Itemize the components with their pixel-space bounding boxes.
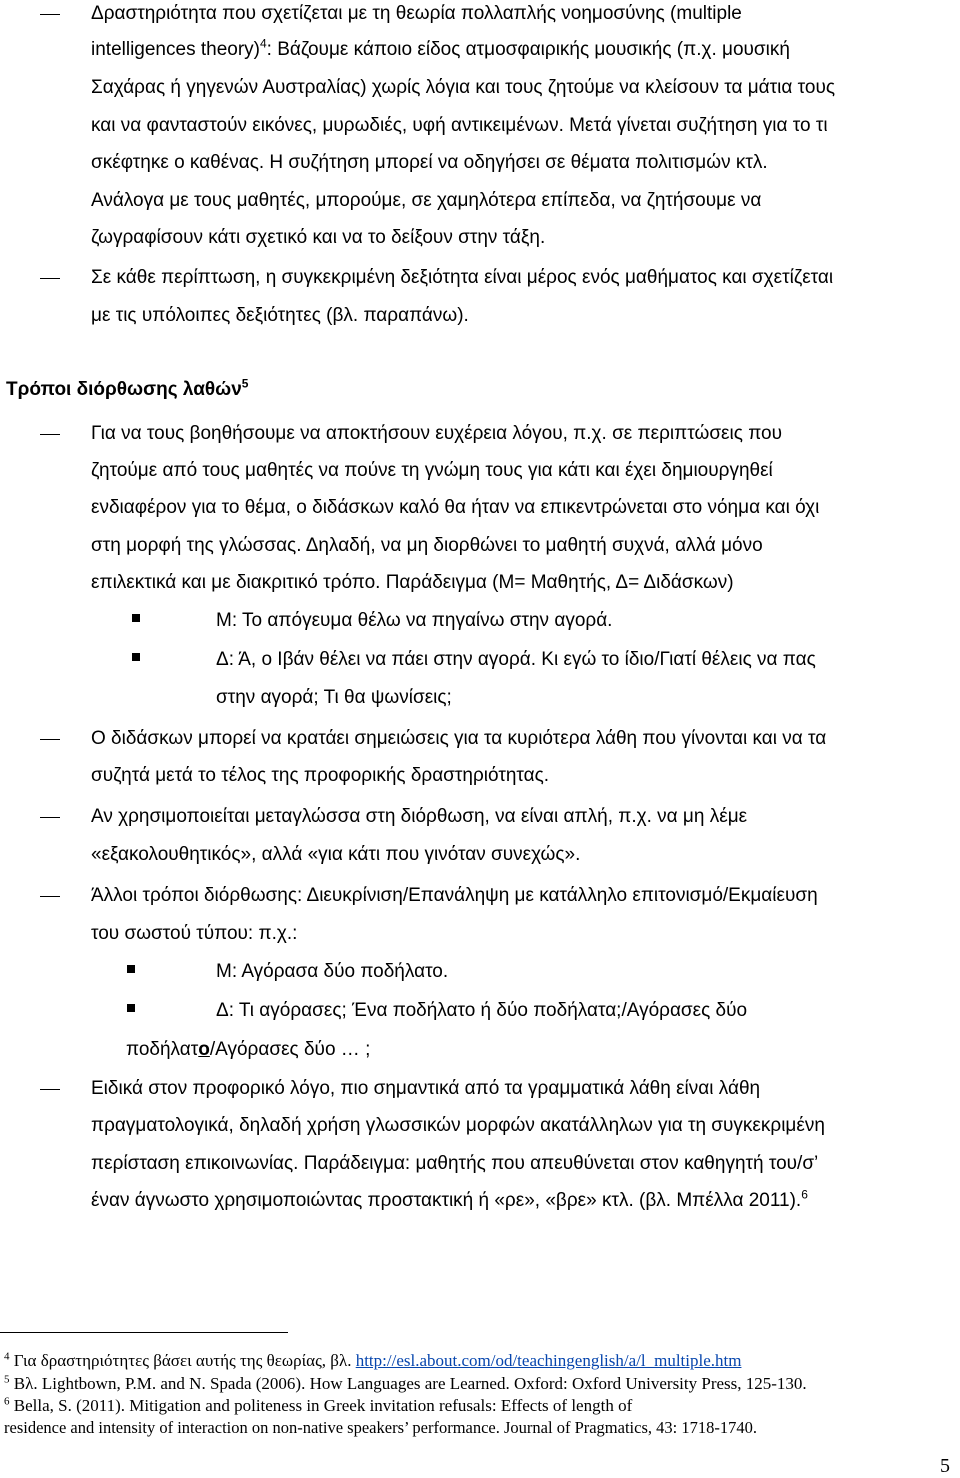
footnote-6-continued: residence and intensity of interaction on non-native speakers’ performance. Journal of Pragmatics, 43: 1718-1740. <box>4 1418 757 1437</box>
example-line: Δ: Ά, ο Ιβάν θέλει να πάει στην αγορά. Κι εγώ το ίδιο/Γιατί θέλεις να πας <box>216 649 816 670</box>
footnote-separator <box>0 1332 288 1333</box>
footnote-number: 5 <box>4 1373 10 1386</box>
paragraph-line <box>91 1189 808 1213</box>
paragraph-line: ζητούμε από τους μαθητές να πούνε τη γνώμη τους για κάτι και έχει δημιουργηθεί <box>91 460 773 481</box>
paragraph-line: Ο διδάσκων μπορεί να κρατάει σημειώσεις για τα κυριότερα λάθη που γίνονται και να τα <box>91 728 827 749</box>
footnote-6 <box>4 1395 632 1417</box>
text-span: /Αγόρασες δύο … ; <box>209 1039 371 1060</box>
paragraph-line: σκέφτηκε ο καθένας. Η συζήτηση μπορεί να οδηγήσει σε θέματα πολιτισμών κτλ. <box>91 152 768 173</box>
paragraph-line: Ειδικά στον προφορικό λόγο, πιο σημαντικά από τα γραμματικά λάθη είναι λάθη <box>91 1078 761 1099</box>
square-bullet-icon <box>132 614 140 622</box>
paragraph-line: επιλεκτικά και με διακριτικό τρόπο. Παράδειγμα (Μ= Μαθητής, Δ= Διδάσκων) <box>91 572 734 593</box>
dash-bullet-icon <box>40 1077 60 1101</box>
example-line: στην αγορά; Τι θα ψωνίσεις; <box>216 687 452 708</box>
dash-bullet-icon <box>40 727 60 751</box>
paragraph-line: και να φανταστούν εικόνες, μυρωδιές, υφή αντικειμένων. Μετά γίνεται συζήτηση για το τι <box>91 115 828 136</box>
dash-bullet-icon <box>40 805 60 829</box>
section-heading <box>6 378 248 402</box>
paragraph-line: «εξακολουθητικός», αλλά «για κάτι που γινόταν συνεχώς». <box>91 844 581 865</box>
paragraph-line: Σε κάθε περίπτωση, η συγκεκριμένη δεξιότητα είναι μέρος ενός μαθήματος και σχετίζεται <box>91 267 834 288</box>
paragraph-line: Δραστηριότητα που σχετίζεται με τη θεωρία πολλαπλής νοημοσύνης (multiple <box>91 3 742 24</box>
footnote-text: Bella, S. (2011). Mitigation and politeness in Greek invitation refusals: Effects of length of <box>9 1396 633 1415</box>
paragraph-line: πραγματολογικά, δηλαδή χρήση γλωσσικών μορφών ακατάλληλων για τη συγκεκριμένη <box>91 1115 825 1136</box>
paragraph-line: Ανάλογα με τους μαθητές, μπορούμε, σε χαμηλότερα επίπεδα, να ζητήσουμε να <box>91 190 762 211</box>
footnote-text: Bλ. Lightbown, P.M. and N. Spada (2006). How Languages are Learned. Oxford: Oxford University Press, 125-130. <box>9 1374 807 1393</box>
paragraph-line: Για να τους βοηθήσουμε να αποκτήσουν ευχέρεια λόγου, π.χ. σε περιπτώσεις που <box>91 423 782 444</box>
footnote-text: Για δραστηριότητες βάσει αυτής της θεωρίας, βλ. <box>9 1351 356 1370</box>
footnote-link[interactable]: http://esl.about.com/od/teachingenglish/a/l_multiple.htm <box>355 1351 742 1370</box>
square-bullet-icon <box>127 1004 135 1012</box>
paragraph-line: περίσταση επικοινωνίας. Παράδειγμα: μαθητής που απευθύνεται στον καθηγητή του/σ’ <box>91 1153 819 1174</box>
footnote-number: 6 <box>4 1395 10 1408</box>
paragraph-line: του σωστού τύπου: π.χ.: <box>91 923 298 944</box>
footnote-ref[interactable]: 6 <box>801 1187 808 1202</box>
paragraph-line: με τις υπόλοιπες δεξιότητες (βλ. παραπάνω). <box>91 305 469 326</box>
dash-bullet-icon <box>40 266 60 290</box>
page-number: 5 <box>940 1455 950 1477</box>
paragraph-line <box>91 38 790 62</box>
footnote-4 <box>4 1350 741 1372</box>
text-span: ποδήλατ <box>126 1039 199 1060</box>
text-span: έναν άγνωστο χρησιμοποιώντας προστακτική ή «ρε», «βρε» κτλ. (βλ. Μπέλλα 2011). <box>91 1190 802 1211</box>
example-line: Μ: Το απόγευμα θέλω να πηγαίνω στην αγορά. <box>216 610 613 631</box>
example-line: Μ: Αγόρασα δύο ποδήλατο. <box>216 961 449 982</box>
paragraph-line: Άλλοι τρόποι διόρθωσης: Διευκρίνιση/Επανάληψη με κατάλληλο επιτονισμό/Εκμαίευση <box>91 885 818 906</box>
footnote-ref[interactable]: 5 <box>241 376 249 391</box>
footnote-5 <box>4 1373 807 1395</box>
paragraph-line: ενδιαφέρον για το θέμα, ο διδάσκων καλό θα ήταν να επικεντρώνεται στο νόημα και όχι <box>91 497 820 518</box>
paragraph-line: Αν χρησιμοποιείται μεταγλώσσα στη διόρθωση, να είναι απλή, π.χ. να μη λέμε <box>91 806 748 827</box>
paragraph-line: Σαχάρας ή γηγενών Αυστραλίας) χωρίς λόγια και τους ζητούμε να κλείσουν τα μάτια τους <box>91 77 835 98</box>
heading-text: Τρόποι διόρθωσης λαθών <box>6 379 242 400</box>
underlined-letter: ο <box>198 1039 210 1060</box>
square-bullet-icon <box>132 653 140 661</box>
dash-bullet-icon <box>40 422 60 446</box>
paragraph-line: συζητά μετά το τέλος της προφορικής δραστηριότητας. <box>91 765 550 786</box>
dash-bullet-icon <box>40 2 60 26</box>
footnote-number: 4 <box>4 1350 10 1363</box>
example-line <box>126 1038 370 1062</box>
paragraph-line: ζωγραφίσουν κάτι σχετικό και να το δείξουν στην τάξη. <box>91 227 546 248</box>
dash-bullet-icon <box>40 884 60 908</box>
square-bullet-icon <box>127 965 135 973</box>
footnote-ref[interactable]: 4 <box>259 36 267 51</box>
paragraph-line: στη μορφή της γλώσσας. Δηλαδή, να μη διορθώνει το μαθητή συχνά, αλλά μόνο <box>91 535 763 556</box>
example-line: Δ: Τι αγόρασες; Ένα ποδήλατο ή δύο ποδήλατα;/Αγόρασες δύο <box>216 1000 748 1021</box>
text-span: : Βάζουμε κάποιο είδος ατμοσφαιρικής μουσικής (π.χ. μουσική <box>266 39 790 60</box>
text-span: intelligences theory) <box>91 39 260 60</box>
